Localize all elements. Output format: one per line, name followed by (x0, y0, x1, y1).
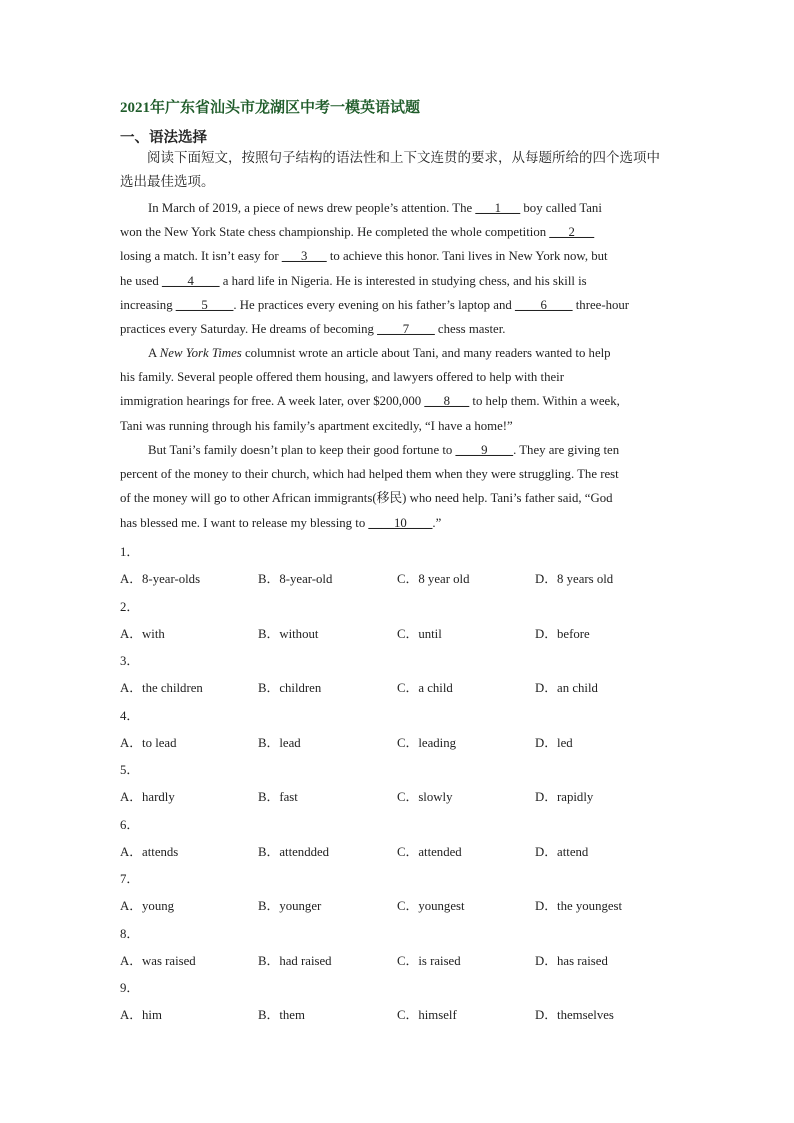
option-d[interactable]: D．attend (535, 845, 589, 859)
option-c[interactable]: C．leading (397, 736, 456, 750)
option-b[interactable]: B．without (258, 627, 319, 641)
option-d[interactable]: D．themselves (535, 1008, 614, 1022)
passage-line: Tani was running through his family’s apartment excitedly, “I have a home!” (120, 418, 513, 433)
option-c[interactable]: C．8 year old (397, 572, 470, 586)
option-a[interactable]: A．8-year-olds (120, 572, 201, 586)
blank-9: ____9____ (455, 443, 514, 457)
passage-line: A New York Times columnist wrote an article about Tani, and many readers wanted to help (148, 346, 611, 360)
passage-line: won the New York State chess championship. He completed the whole competition ___2___ (120, 225, 595, 240)
option-b[interactable]: B．attendded (258, 845, 330, 859)
option-a[interactable]: A．to lead (120, 736, 177, 750)
option-c[interactable]: C．slowly (397, 790, 453, 804)
passage-line: his family. Several people offered them housing, and lawyers offered to help with their (120, 370, 564, 385)
instruction-line: 阅读下面短文，按照句子结构的语法性和上下文连贯的要求，从每题所给的四个选项中 (147, 150, 660, 165)
blank-10: ____10____ (368, 515, 433, 530)
option-a[interactable]: A．with (120, 627, 165, 641)
option-d[interactable]: D．led (535, 736, 573, 750)
option-c[interactable]: C．is raised (397, 954, 461, 968)
section-heading: 一、语法选择 (120, 130, 207, 146)
passage-paragraph-2 (120, 341, 672, 438)
option-b[interactable]: B．them (258, 1008, 305, 1022)
option-d[interactable]: D．has raised (535, 954, 608, 968)
passage-line: losing a match. It isn’t easy for ___3___ to achieve this honor. Tani lives in New York now, but (120, 249, 608, 264)
instructions (120, 146, 680, 194)
blank-3: ___3___ (281, 249, 327, 264)
blank-5: ____5____ (175, 297, 234, 312)
blank-2: ___2___ (549, 225, 595, 240)
blank-6: ____6____ (514, 297, 573, 312)
passage-line: of the money will go to other African immigrants(移民) who need help. Tani’s father said, “God (120, 491, 613, 506)
passage-line: But Tani’s family doesn’t plan to keep their good fortune to ____9____. They are giving ten (148, 443, 620, 457)
option-a[interactable]: A．attends (120, 845, 179, 859)
passage-line: has blessed me. I want to release my blessing to ____10____.” (120, 515, 442, 530)
option-a[interactable]: A．young (120, 899, 175, 913)
passage-line: percent of the money to their church, which had helped them when they were struggling. The rest (120, 467, 619, 482)
option-c[interactable]: C．youngest (397, 899, 465, 913)
option-b[interactable]: B．younger (258, 899, 322, 913)
blank-1: ___1___ (475, 201, 521, 215)
option-d[interactable]: D．8 years old (535, 572, 614, 586)
passage-paragraph-3 (120, 438, 672, 535)
question-number: 4． (120, 709, 140, 723)
blank-7: ____7____ (377, 321, 435, 336)
option-b[interactable]: B．had raised (258, 954, 332, 968)
option-c[interactable]: C．himself (397, 1008, 457, 1022)
passage-line: increasing ____5____. He practices every evening on his father’s laptop and ____6____ three-hour (120, 297, 630, 312)
option-c[interactable]: C．until (397, 627, 442, 641)
option-d[interactable]: D．rapidly (535, 790, 594, 804)
option-a[interactable]: A．the children (120, 681, 203, 695)
blank-4: ____4____ (161, 273, 220, 288)
question-number: 5． (120, 763, 140, 777)
option-d[interactable]: D．the youngest (535, 899, 623, 913)
passage-paragraph-1 (120, 196, 672, 341)
instruction-line: 选出最佳选项。 (120, 174, 215, 189)
passage-line: immigration hearings for free. A week later, over $200,000 ___8___ to help them. Within a week, (120, 394, 620, 409)
option-a[interactable]: A．hardly (120, 790, 175, 804)
option-a[interactable]: A．him (120, 1008, 162, 1022)
option-b[interactable]: B．children (258, 681, 322, 695)
option-b[interactable]: B．lead (258, 736, 301, 750)
option-b[interactable]: B．8-year-old (258, 572, 333, 586)
option-c[interactable]: C．a child (397, 681, 453, 695)
passage-line: practices every Saturday. He dreams of becoming ____7____ chess master. (120, 321, 506, 336)
blank-8: ___8___ (424, 394, 470, 409)
option-a[interactable]: A．was raised (120, 954, 196, 968)
question-number: 1． (120, 545, 140, 559)
question-number: 3． (120, 654, 140, 668)
question-number: 2． (120, 600, 140, 614)
option-b[interactable]: B．fast (258, 790, 298, 804)
question-number: 7． (120, 872, 140, 886)
question-number: 6． (120, 818, 140, 832)
page-title: 2021年广东省汕头市龙湖区中考一模英语试题 (120, 100, 421, 116)
option-d[interactable]: D．an child (535, 681, 598, 695)
option-d[interactable]: D．before (535, 627, 590, 641)
option-c[interactable]: C．attended (397, 845, 462, 859)
question-number: 9． (120, 981, 140, 995)
question-number: 8． (120, 927, 140, 941)
passage-line: he used ____4____ a hard life in Nigeria. He is interested in studying chess, and his skill is (120, 273, 587, 288)
passage-line: In March of 2019, a piece of news drew people’s attention. The ___1___ boy called Tani (148, 201, 602, 215)
